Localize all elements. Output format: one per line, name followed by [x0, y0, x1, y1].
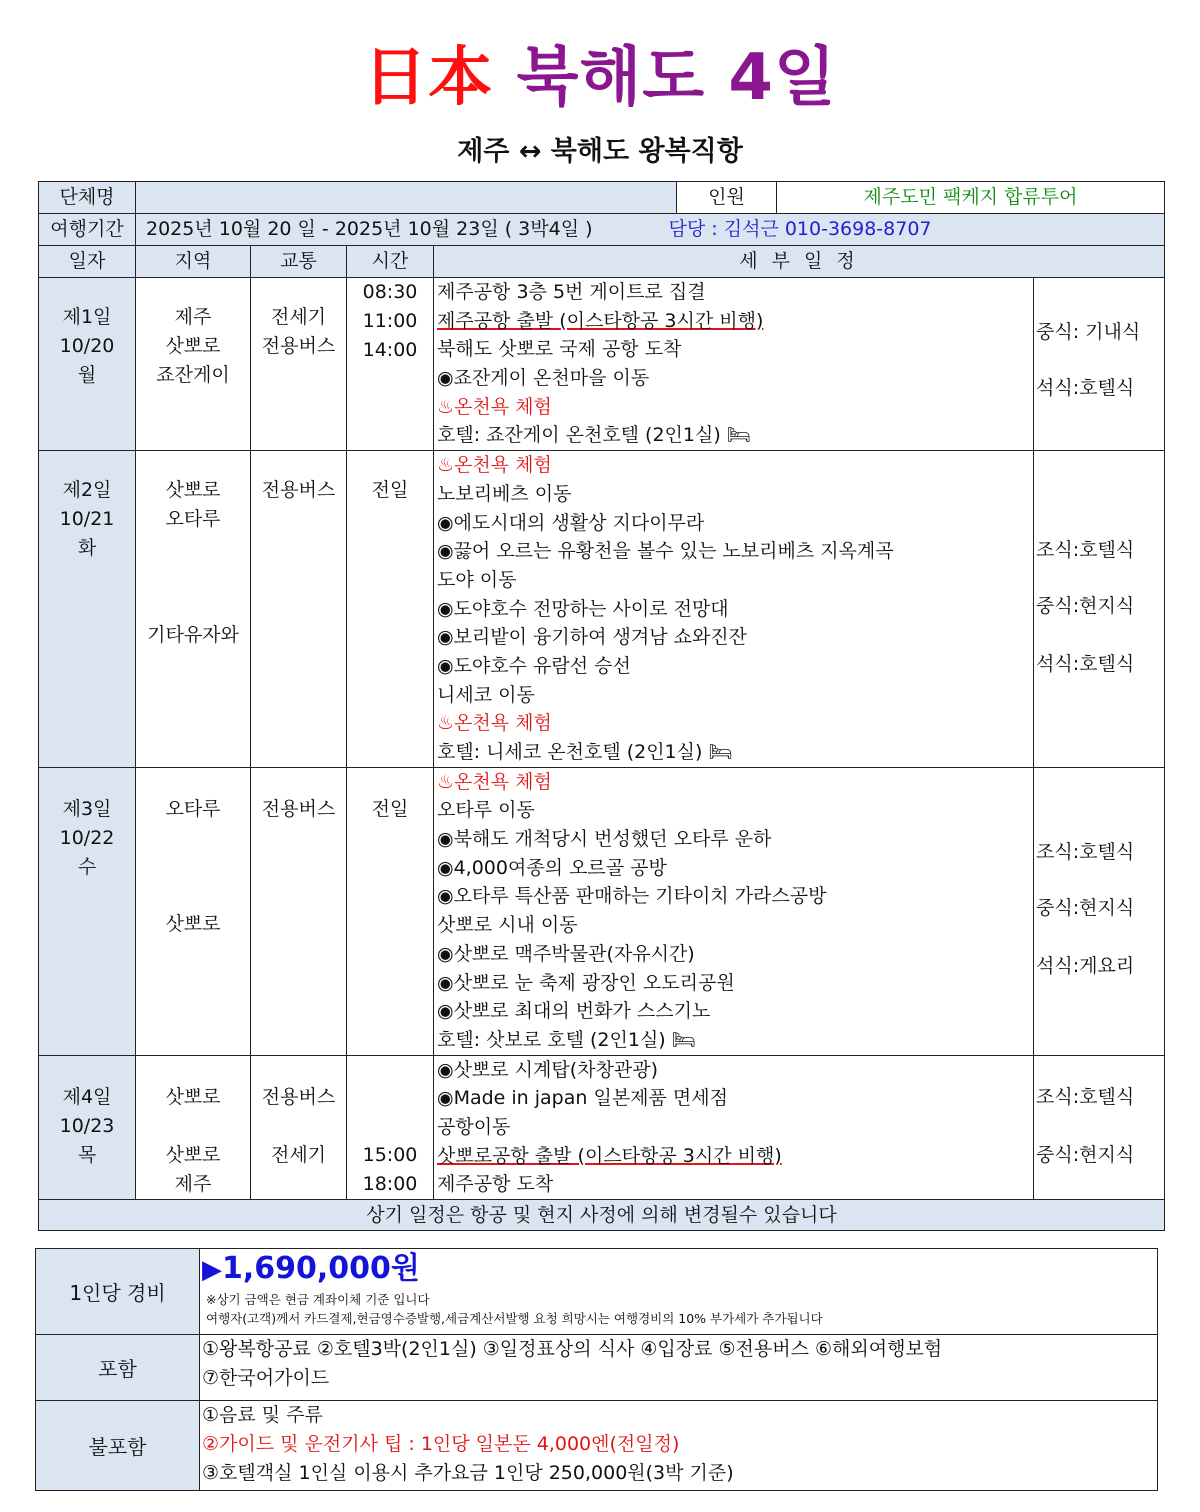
- time-item: 11:00: [362, 310, 418, 332]
- transport-cell: [251, 767, 347, 1055]
- title-region: 북해도: [516, 41, 706, 115]
- day-number: 제2일: [62, 479, 112, 502]
- meal-item: 조식:호텔식: [1036, 840, 1135, 863]
- include-cell: [200, 1335, 1158, 1401]
- transport-item: 전용버스: [261, 797, 336, 820]
- schedule-table: [38, 181, 1165, 1231]
- detail-line: 제주공항 도착: [437, 1173, 554, 1196]
- time-item: 18:00: [362, 1172, 418, 1195]
- include-label: 포함: [36, 1335, 200, 1401]
- period-row: [136, 214, 1165, 246]
- time-item: 전일: [371, 797, 409, 820]
- day-date: 10/22: [59, 826, 115, 849]
- meal-cell: [1034, 767, 1165, 1055]
- title-duration: 4일: [728, 41, 837, 115]
- cost-note-2: 여행자(고객)께서 카드결제,현금영수증발행,세금계산서발행 요청 희망시는 여행경비의 10% 부가세가 추가됩니다: [206, 1311, 823, 1326]
- meal-cell: [1034, 278, 1165, 451]
- detail-line: ◉오타루 특산품 판매하는 기타이치 가라스공방: [437, 885, 827, 908]
- exclude-line: ②가이드 및 운전기사 팁 : 1인당 일본돈 4,000엔(전일정): [202, 1433, 680, 1455]
- transport-cell: [251, 1055, 347, 1199]
- meal-item: 중식:현지식: [1036, 1143, 1135, 1166]
- cost-table: [35, 1248, 1158, 1491]
- meal-item: 조식:호텔식: [1036, 1085, 1135, 1108]
- meal-item: 중식:현지식: [1036, 896, 1135, 919]
- schedule-footer-note: 상기 일정은 항공 및 현지 사정에 의해 변경될수 있습니다: [39, 1200, 1165, 1231]
- detail-line: ◉끓어 오르는 유황천을 볼수 있는 노보리베츠 지옥계곡: [437, 540, 894, 563]
- day-cell: [39, 451, 136, 768]
- region-item: 제주: [174, 1172, 212, 1195]
- time-cell: [347, 278, 434, 451]
- include-line: ①왕복항공료 ②호텔3박(2인1실) ③일정표상의 식사 ④입장료 ⑤전용버스 ⑥해외여행보험: [202, 1338, 943, 1360]
- detail-cell: [434, 767, 1034, 1055]
- page-subtitle: 제주 ↔ 북해도 왕복직항: [457, 136, 743, 167]
- region-item: 오타루: [165, 797, 221, 820]
- col-day: 일자: [39, 246, 136, 278]
- day-weekday: 목: [77, 1143, 97, 1166]
- meal-cell: [1034, 1055, 1165, 1199]
- day-row-3: [39, 767, 1165, 1055]
- meal-item: 조식:호텔식: [1036, 539, 1135, 562]
- detail-line: ◉4,000여종의 오르골 공방: [437, 856, 667, 879]
- detail-line: ◉삿뽀로 시계탑(차창관광): [437, 1058, 658, 1081]
- region-item: 오타루: [165, 508, 221, 531]
- day-number: 제1일: [62, 306, 112, 328]
- time-cell: [347, 451, 434, 768]
- detail-line: 오타루 이동: [437, 799, 535, 822]
- detail-line: ◉삿뽀로 눈 축제 광장인 오도리공원: [437, 971, 735, 994]
- meal-item: 석식:호텔식: [1036, 377, 1135, 399]
- day-row-1: [39, 278, 1165, 451]
- detail-line: ◉삿뽀로 최대의 번화가 스스기노: [437, 1000, 711, 1023]
- day-weekday: 화: [77, 537, 97, 560]
- day-cell: [39, 1055, 136, 1199]
- time-cell: [347, 767, 434, 1055]
- people-value: 제주도민 팩케지 합류투어: [777, 182, 1165, 214]
- group-name-value: [136, 182, 677, 214]
- detail-cell: [434, 451, 1034, 768]
- meal-item: 중식: 기내식: [1036, 321, 1141, 343]
- time-item: 08:30: [362, 281, 418, 303]
- detail-cell: [434, 1055, 1034, 1199]
- people-label: 인원: [677, 182, 777, 214]
- exclude-label: 불포함: [36, 1401, 200, 1491]
- cost-cell: [200, 1249, 1158, 1335]
- detail-line: ♨온천욕 체험: [437, 770, 552, 793]
- detail-line: ♨온천욕 체험: [437, 395, 552, 418]
- period-label: 여행기간: [39, 214, 136, 246]
- exclude-cell: [200, 1401, 1158, 1491]
- day-date: 10/23: [59, 1114, 115, 1137]
- transport-item: 전용버스: [261, 479, 336, 502]
- detail-line: 호텔: 죠잔게이 온천호텔 (2인1실) 🛏: [437, 424, 751, 447]
- region-item: 제주: [174, 306, 212, 328]
- transport-cell: [251, 451, 347, 768]
- detail-line: ◉삿뽀로 맥주박물관(자유시간): [437, 942, 695, 965]
- detail-line: ◉북해도 개척당시 번성했던 오타루 운하: [437, 828, 772, 851]
- time-item: 15:00: [362, 1143, 418, 1166]
- region-item: 삿뽀로: [165, 1085, 221, 1108]
- region-cell: [136, 278, 251, 451]
- detail-line: 호텔: 삿보로 호텔 (2인1실) 🛏: [437, 1028, 696, 1051]
- detail-line: ♨온천욕 체험: [437, 712, 552, 735]
- detail-line: 제주공항 3층 5번 게이트로 집결: [437, 281, 706, 303]
- meal-item: 석식:호텔식: [1036, 653, 1135, 676]
- time-cell: [347, 1055, 434, 1199]
- detail-line: 노보리베츠 이동: [437, 482, 572, 505]
- time-item: 전일: [371, 479, 409, 502]
- transport-item: 전세기: [270, 1143, 327, 1166]
- cost-label: 1인당 경비: [36, 1249, 200, 1335]
- triangle-icon: ▶: [202, 1255, 222, 1285]
- meal-item: 중식:현지식: [1036, 595, 1135, 618]
- col-transport: 교통: [251, 246, 347, 278]
- transport-item: 전용버스: [261, 1085, 336, 1108]
- region-item: 죠잔게이: [156, 364, 230, 386]
- day-number: 제4일: [62, 1085, 112, 1108]
- transport-cell: [251, 278, 347, 451]
- col-region: 지역: [136, 246, 251, 278]
- price-amount: 1,690,000원: [222, 1251, 420, 1286]
- detail-line: ◉도야호수 전망하는 사이로 전망대: [437, 597, 729, 620]
- transport-item: 전세기: [270, 306, 327, 328]
- region-item: 기타유자와: [147, 624, 239, 647]
- day-date: 10/20: [59, 335, 115, 357]
- detail-line: ◉죠잔게이 온천마을 이동: [437, 367, 650, 390]
- day-weekday: 수: [77, 855, 97, 878]
- detail-line: 호텔: 니세코 온천호텔 (2인1실) 🛏: [437, 741, 733, 763]
- col-detail: 세 부 일 정: [434, 246, 1165, 278]
- col-time: 시간: [347, 246, 434, 278]
- day-row-4: [39, 1055, 1165, 1199]
- exclude-line: ①음료 및 주류: [202, 1404, 323, 1426]
- region-item: 삿뽀로: [165, 1143, 221, 1166]
- detail-line: 삿뽀로공항 출발 (이스타항공 3시간 비행): [437, 1144, 782, 1167]
- day-date: 10/21: [59, 508, 115, 531]
- detail-line: 삿뽀로 시내 이동: [437, 914, 578, 937]
- title-country: 日本: [363, 41, 494, 115]
- day-cell: [39, 767, 136, 1055]
- page-title: [0, 38, 1200, 118]
- region-item: 삿뽀로: [165, 912, 221, 935]
- include-line: ⑦한국어가이드: [202, 1367, 330, 1389]
- detail-line: 북해도 삿뽀로 국제 공항 도착: [437, 338, 682, 361]
- period-value: 2025년 10월 20 일 - 2025년 10월 23일 ( 3박4일 ): [146, 218, 593, 240]
- region-item: 삿뽀로: [165, 335, 221, 357]
- detail-line: ♨온천욕 체험: [437, 454, 552, 477]
- detail-line: ◉Made in japan 일본제품 면세점: [437, 1087, 728, 1110]
- day-row-2: [39, 451, 1165, 768]
- day-weekday: 월: [77, 364, 97, 386]
- detail-line: 니세코 이동: [437, 683, 535, 706]
- region-cell: [136, 767, 251, 1055]
- group-name-label: 단체명: [39, 182, 136, 214]
- cost-note-1: ※상기 금액은 현금 계좌이체 기준 입니다: [206, 1292, 430, 1307]
- day-cell: [39, 278, 136, 451]
- day-number: 제3일: [62, 797, 112, 820]
- meal-item: 석식:게요리: [1036, 954, 1135, 977]
- detail-line: 공항이동: [437, 1115, 511, 1138]
- contact-info: 담당 : 김석근 010-3698-8707: [668, 218, 932, 240]
- exclude-line: ③호텔객실 1인실 이용시 추가요금 1인당 250,000원(3박 기준): [202, 1462, 734, 1484]
- meal-cell: [1034, 451, 1165, 768]
- time-item: 14:00: [362, 339, 418, 361]
- detail-line: ◉에도시대의 생활상 지다이무라: [437, 511, 705, 534]
- region-cell: [136, 1055, 251, 1199]
- detail-line: 제주공항 출발 (이스타항공 3시간 비행): [437, 309, 764, 332]
- transport-item: 전용버스: [261, 335, 336, 357]
- detail-line: ◉도야호수 유람선 승선: [437, 654, 631, 677]
- price-value: [200, 1249, 1157, 1290]
- detail-line: ◉보리밭이 융기하여 생겨남 쇼와진잔: [437, 626, 748, 649]
- region-cell: [136, 451, 251, 768]
- detail-cell: [434, 278, 1034, 451]
- region-item: 삿뽀로: [165, 479, 221, 502]
- detail-line: 도야 이동: [437, 568, 517, 591]
